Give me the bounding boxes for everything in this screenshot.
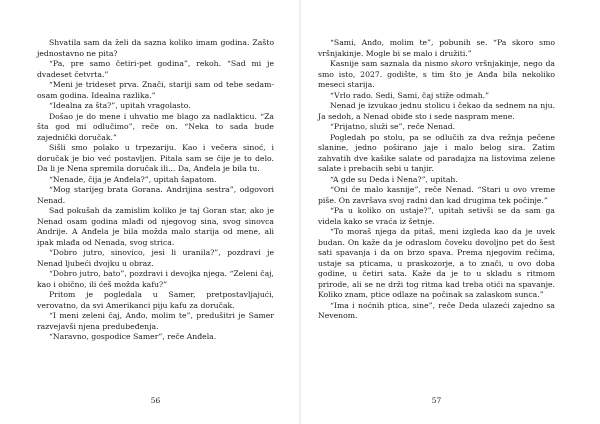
paragraph: Nenad je izvukao jednu stolicu i čekao da sednem na nju. Ja sedoh, a Nenad obiđe sto i sede naspram mene. <box>318 101 555 121</box>
paragraph: Shvatila sam da želi da sazna koliko imam godina. Zašto jednostavno ne pita? <box>37 38 274 58</box>
paragraph: “To moraš njega da pitaš, meni izgleda kao da je uvek budan. On kaže da je odraslom čoveku dovoljno pet do šest sati spavanja i da on brzo spava. Prema njegovim rečima, ustaje sa pticama, u praskozorje, a to znači, u ovo doba godine, u četiri sata. Kaže da je to u skladu s ritmom prirode, ali se ne drži tog ritma kad treba otići na spavanje. Koliko znam, ptice odlaze na počinak sa zalaskom sunca.” <box>318 227 555 299</box>
paragraph: “Pa, pre samo četiri-pet godina”, rekoh. “Sad mi je dvadeset četvrta.” <box>37 59 274 79</box>
paragraph: “Ima i noćnih ptica, sine”, reče Deda ulazeći zajedno sa Nevenom. <box>318 300 555 320</box>
paragraph: “Dobro jutro, bato”, pozdravi i devojka njega. “Zeleni čaj, kao i obično, ili ćeš možda kafu?” <box>37 269 274 289</box>
paragraph: “Oni će malo kasnije”, reče Nenad. “Stari u ovo vreme piše. On završava svoj radni dan kad drugima tek počinje.” <box>318 185 555 205</box>
paragraph: “Nenade, čija je Anđela?”, upitah šapatom. <box>49 174 217 184</box>
paragraph: “Meni je trideset prva. Znači, stariji sam od tebe sedam-osam godina. Idealna razlika.” <box>37 80 274 100</box>
paragraph: “A gde su Deda i Nena?”, upitah. <box>330 174 458 184</box>
paragraph: “Naravno, gospodice Samer”, reče Anđela. <box>49 332 217 341</box>
page-number-right: 57 <box>431 396 442 405</box>
paragraph: Kasnije sam saznala da nismo skoro vršnjakinje, nego da smo isto, 2027. godište, s tim što je Anđa bila nekoliko meseci starija. <box>318 59 555 89</box>
paragraph: “Prijatno, služi se”, reče Nenad. <box>330 122 456 131</box>
paragraph: Pritom je pogledala u Samer, pretpostavljajući, verovatno, da svi Amerikanci piju kafu za doručak. <box>37 290 274 310</box>
paragraph: Došao je do mene i uhvatio me blago za nadlakticu. “Za šta god mi odlučimo”, reče on. “Neka to sada bude zajednički doručak.” <box>37 111 274 142</box>
book-fold <box>299 0 301 424</box>
paragraph: “I meni zeleni čaj, Anđo, molim te”, predušitri je Samer razvejavši njena predubeđenja. <box>37 311 274 331</box>
left-page-text <box>37 38 274 343</box>
paragraph: “Pa u koliko on ustaje?”, upitah setivši se da sam ga videla kako se vraća iz šetnje. <box>318 206 555 226</box>
paragraph: Pogledah po stolu, pa se odlučih za dva režnja pečene slanine, jedno poširano jaje i malo belog sira. Zatim zahvatih dve kašike salate od paradajza na listovima zelene salate i prebacih sebi u tanjir. <box>318 132 555 173</box>
left-page <box>37 38 274 378</box>
page-number-left: 56 <box>150 396 161 405</box>
right-page-text <box>318 38 555 322</box>
paragraph: “Vrlo rado. Sedi, Sami, čaj stiže odmah.” <box>330 90 490 100</box>
paragraph: Sišli smo polako u trpezariju. Kao i večera sinoć, i doručak je bio već postavljen. Pitala sam se čije je to delo. Da li je Nena spremila doručak ili... Da, Anđela je bila tu. <box>37 143 274 173</box>
paragraph: Sad pokušah da zamislim koliko je taj Goran star, ako je Nenad osam godina mlađi od njegovog sina, svog sinovca Andrije. A Anđela je bila možda malo starija od mene, ali ipak mlađa od Nenada, svog strica. <box>37 206 274 247</box>
paragraph: “Dobro jutro, sinovico, jesi li uranila?”, pozdravi je Nenad ljubeći dvojku u obraz. <box>37 248 274 268</box>
paragraph: “Mog starijeg brata Gorana. Andrijina sestra”, odgovori Nenad. <box>37 185 274 205</box>
paragraph: “Idealna za šta?”, upitah vragolasto. <box>49 101 191 110</box>
right-page <box>318 38 555 378</box>
paragraph: “Sami, Anđo, molim te”, pobunih se. “Pa skoro smo vršnjakinje. Mogle bi se malo i družiti.” <box>318 38 555 58</box>
